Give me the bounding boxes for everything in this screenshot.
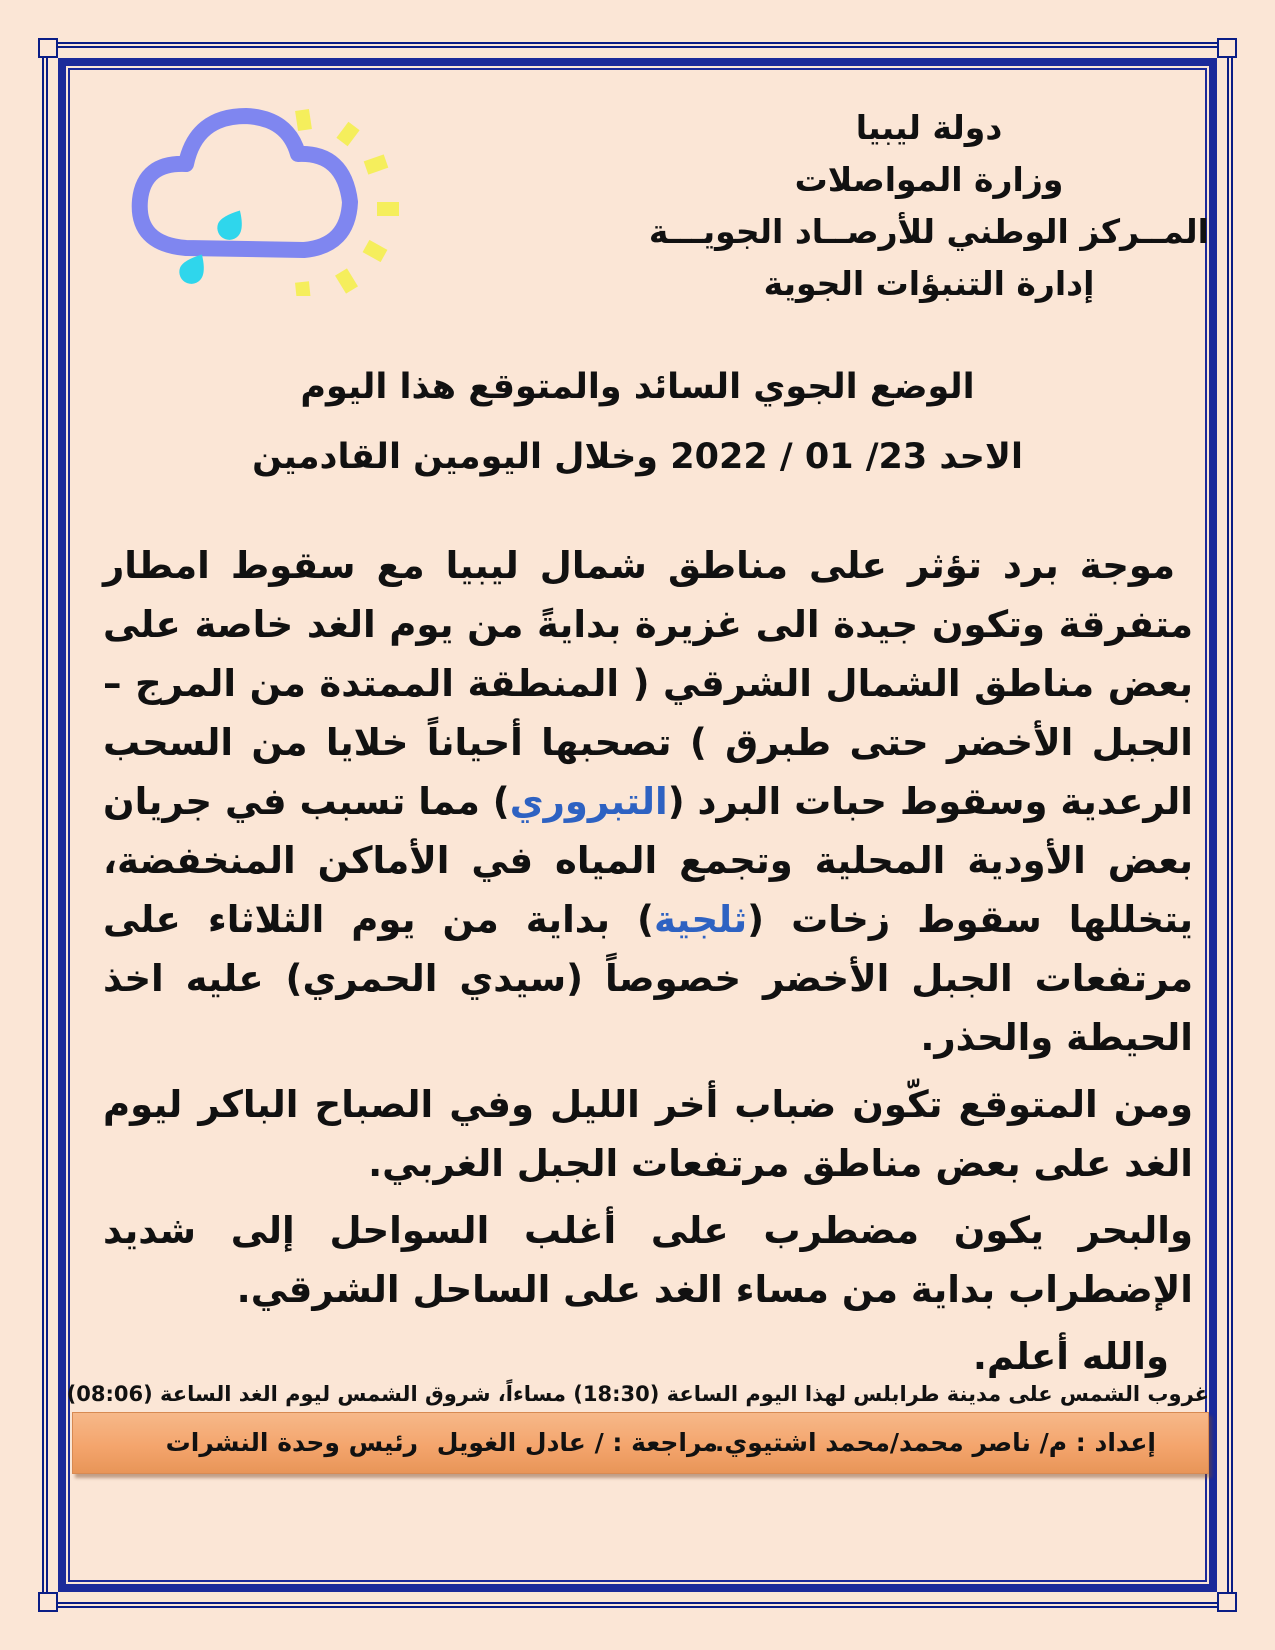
forecast-title (66, 352, 1209, 492)
border-corner (1217, 38, 1237, 58)
forecast-body (103, 536, 1193, 1394)
credits-reviewed: مراجعة : / عادل الغويل (436, 1428, 718, 1457)
forecast-text: ) بداية من يوم الثلاثاء على مرتفعات الجبل الأخضر خصوصاً (سيدي الحمري) عليه اخذ الحيطة والحذر. (103, 898, 1193, 1059)
header-department: إدارة التنبؤات الجوية (763, 264, 1095, 303)
forecast-text: ) مما تسبب في جريان بعض الأودية المحلية وتجمع المياه في الأماكن المنخفضة، يتخللها سقوط زخات ( (103, 780, 1193, 941)
sun-times: غروب الشمس على مدينة طرابلس لهذا اليوم الساعة (18:30) مساءاً، شروق الشمس ليوم الغد الساعة (08:06) (66, 1382, 1209, 1406)
border-corner (38, 1592, 58, 1612)
highlight-term: ثلجية (653, 898, 748, 941)
forecast-text: موجة برد تؤثر على مناطق شمال ليبيا مع سقوط امطار متفرقة وتكون جيدة الى غزيرة بدايةً من يوم الغد خاصة على بعض مناطق الشمال الشرقي ( المنطقة الممتدة من المرج – الجبل الأخضر حتى طبرق ) تصحبها أحياناً خلايا من السحب الرعدية وسقوط حبات البرد ( (103, 544, 1193, 823)
credits-role: رئيس وحدة النشرات (165, 1428, 418, 1457)
border-corner (38, 38, 58, 58)
forecast-paragraph-fog: ومن المتوقع تكّون ضباب أخر الليل وفي الصباح الباكر ليوم الغد على بعض مناطق مرتفعات الجبل الغربي. (103, 1083, 1193, 1185)
highlight-term: التبروري (509, 780, 668, 823)
header-center: المــركز الوطني للأرصــاد الجويـــة (648, 212, 1209, 251)
forecast-paragraph-sea: والبحر يكون مضطرب على أغلب السواحل إلى شديد الإضطراب بداية من مساء الغد على الساحل الشرقي. (103, 1209, 1193, 1311)
forecast-paragraph-cold-wave (103, 536, 1193, 1067)
issuer-header (649, 102, 1209, 310)
credits-prepared: إعداد : م/ ناصر محمد/محمد اشتيوي. (714, 1428, 1156, 1457)
bulletin-page (66, 66, 1209, 1584)
closing-phrase: والله أعلم. (972, 1335, 1169, 1378)
border-corner (1217, 1592, 1237, 1612)
cloud-rain-sun-icon (126, 96, 426, 296)
header-country: دولة ليبيا (855, 108, 1003, 147)
credits-bar (72, 1412, 1209, 1474)
header-ministry: وزارة المواصلات (794, 160, 1064, 199)
forecast-title-line1: الوضع الجوي السائد والمتوقع هذا اليوم (300, 367, 975, 407)
forecast-title-date: الاحد 23/ 01 / 2022 وخلال اليومين القادمين (252, 437, 1023, 477)
